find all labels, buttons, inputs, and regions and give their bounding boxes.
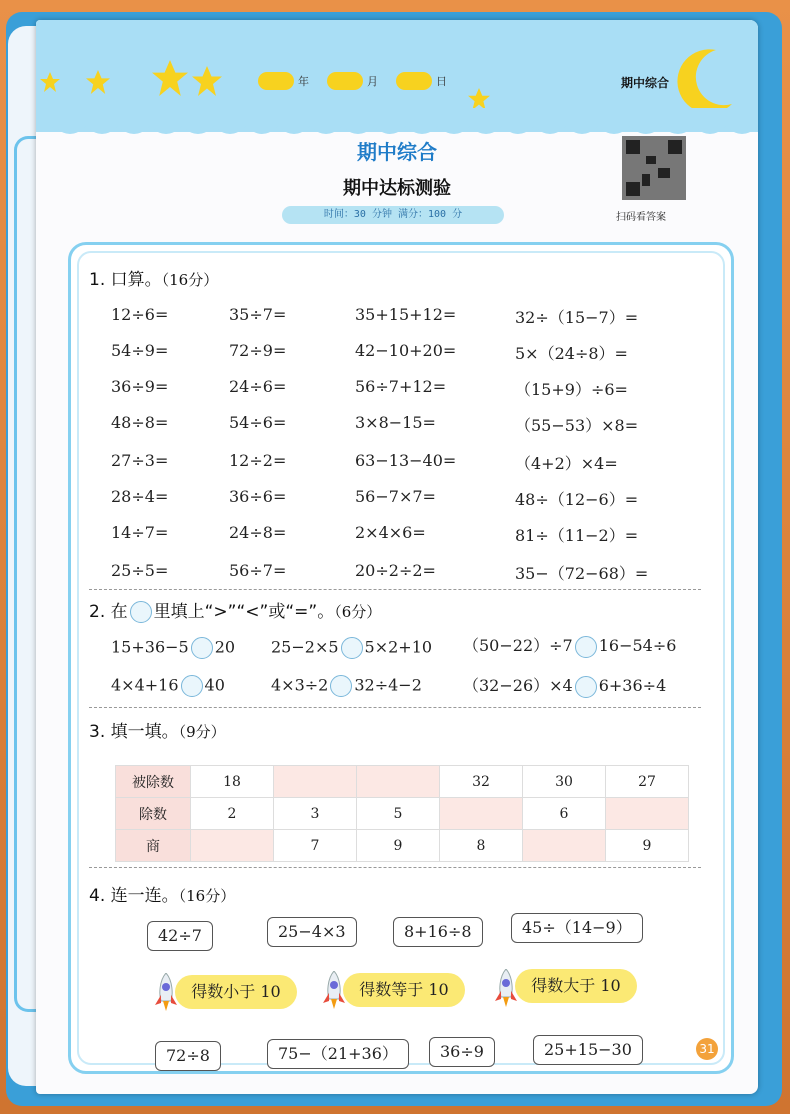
table-cell[interactable] (191, 830, 274, 862)
match-bottom-4[interactable]: 25+15−30 (533, 1035, 643, 1065)
target-equal-10[interactable]: 得数等于 10 (343, 973, 465, 1007)
oral-calc-item[interactable]: 3×8−15= (355, 413, 436, 432)
division-table (115, 765, 689, 862)
oral-calc-item[interactable]: 20÷2÷2= (355, 561, 436, 580)
compare-item (271, 637, 432, 659)
star-icon (86, 70, 110, 94)
oral-calc-item[interactable]: （15+9）÷6= (515, 380, 628, 399)
target-greater-than-10[interactable]: 得数大于 10 (515, 969, 637, 1003)
oral-calc-item[interactable]: 35+15+12= (355, 305, 457, 324)
compare-item (111, 637, 235, 659)
oral-calc-item[interactable]: 12÷6= (111, 305, 169, 324)
oral-calc-item[interactable]: 54÷9= (111, 341, 169, 360)
compare-right: 40 (204, 675, 225, 695)
star-icon (152, 60, 188, 96)
oral-calc-item[interactable]: 14÷7= (111, 523, 169, 542)
oral-calc-item[interactable]: 5×（24÷8）= (515, 344, 628, 363)
star-icon (40, 72, 60, 92)
oral-calc-item[interactable]: 35÷7= (229, 305, 287, 324)
answer-circle[interactable] (341, 637, 363, 659)
table-cell[interactable] (274, 766, 357, 798)
divider (89, 867, 701, 868)
exercise-panel (68, 242, 734, 1074)
oral-calc-item[interactable]: 63−13−40= (355, 451, 457, 470)
match-top-3[interactable]: 8+16÷8 (393, 917, 483, 947)
blank-circle-icon (130, 601, 152, 623)
divider (89, 707, 701, 708)
oral-calc-item[interactable]: 25÷5= (111, 561, 169, 580)
day-field[interactable] (396, 72, 432, 90)
section3-heading: 3. 填一填。（9分） (89, 722, 226, 742)
oral-calc-item[interactable]: 24÷6= (229, 377, 287, 396)
compare-left: 4×3÷2 (271, 675, 329, 695)
oral-calc-item[interactable]: 72÷9= (229, 341, 287, 360)
match-top-4[interactable]: 45÷（14−9） (511, 913, 643, 943)
table-cell[interactable]: 2 (191, 798, 274, 830)
oral-calc-item[interactable]: 12÷2= (229, 451, 287, 470)
divider (89, 589, 701, 590)
time-info: 时间：30 分钟 满分：100 分 (282, 206, 504, 224)
month-label: 月 (367, 75, 378, 88)
compare-right: 16−54÷6 (598, 636, 677, 655)
oral-calc-item[interactable]: 56÷7= (229, 561, 287, 580)
oral-calc-item[interactable]: 36÷6= (229, 487, 287, 506)
page-title: 期中综合 (357, 140, 437, 164)
date-fields (258, 70, 447, 92)
qr-code[interactable] (622, 136, 686, 200)
table-cell[interactable]: 3 (274, 798, 357, 830)
compare-right: 6+36÷4 (598, 676, 667, 695)
table-cell[interactable] (357, 766, 440, 798)
oral-calc-item[interactable]: 48÷（12−6）= (515, 490, 639, 509)
header-corner-title: 期中综合 (621, 76, 670, 90)
oral-calc-item[interactable]: 81÷（11−2）= (515, 526, 639, 545)
table-cell[interactable]: 5 (357, 798, 440, 830)
table-cell[interactable]: 7 (274, 830, 357, 862)
oral-calc-item[interactable]: （55−53）×8= (515, 416, 639, 435)
oral-calc-item[interactable]: （4+2）×4= (515, 454, 618, 473)
compare-item (271, 675, 422, 697)
day-label: 日 (436, 75, 447, 88)
month-field[interactable] (327, 72, 363, 90)
compare-item (463, 673, 666, 698)
answer-circle[interactable] (330, 675, 352, 697)
table-cell[interactable] (440, 798, 523, 830)
answer-circle[interactable] (191, 637, 213, 659)
star-icon (192, 66, 222, 96)
oral-calc-item[interactable]: 32÷（15−7）= (515, 308, 639, 327)
year-field[interactable] (258, 72, 294, 90)
star-icon (468, 88, 490, 110)
table-cell[interactable]: 32 (440, 766, 523, 798)
target-less-than-10[interactable]: 得数小于 10 (175, 975, 297, 1009)
table-cell[interactable]: 6 (523, 798, 606, 830)
match-bottom-1[interactable]: 72÷8 (155, 1041, 221, 1071)
table-cell[interactable] (523, 830, 606, 862)
oral-calc-item[interactable]: 2×4×6= (355, 523, 426, 542)
table-cell[interactable] (606, 798, 689, 830)
answer-circle[interactable] (575, 636, 597, 658)
oral-calc-item[interactable]: 36÷9= (111, 377, 169, 396)
compare-left: 15+36−5 (111, 637, 189, 657)
oral-calc-item[interactable]: 56÷7+12= (355, 377, 447, 396)
table-cell[interactable]: 9 (357, 830, 440, 862)
table-cell[interactable]: 8 (440, 830, 523, 862)
moon-icon (676, 46, 736, 116)
compare-right: 32÷4−2 (354, 675, 422, 695)
match-bottom-3[interactable]: 36÷9 (429, 1037, 495, 1067)
row-header-quotient: 商 (116, 830, 191, 862)
oral-calc-item[interactable]: 56−7×7= (355, 487, 436, 506)
answer-circle[interactable] (575, 676, 597, 698)
match-top-1[interactable]: 42÷7 (147, 921, 213, 951)
oral-calc-item[interactable]: 54÷6= (229, 413, 287, 432)
year-label: 年 (298, 75, 309, 88)
row-header-dividend: 被除数 (116, 766, 191, 798)
compare-left: 25−2×5 (271, 637, 339, 657)
oral-calc-item[interactable]: 48÷8= (111, 413, 169, 432)
section4-heading: 4. 连一连。（16分） (89, 886, 236, 906)
table-cell[interactable]: 27 (606, 766, 689, 798)
worksheet-page (36, 20, 758, 1094)
compare-right: 20 (214, 637, 236, 657)
oral-calc-item[interactable]: 28÷4= (111, 487, 169, 506)
compare-right: 5×2+10 (364, 637, 433, 657)
compare-left: （50−22）÷7 (463, 636, 573, 655)
answer-circle[interactable] (181, 675, 203, 697)
row-header-divisor: 除数 (116, 798, 191, 830)
match-top-2[interactable]: 25−4×3 (267, 917, 357, 947)
oral-calc-item[interactable]: 27÷3= (111, 451, 169, 470)
compare-item (463, 633, 676, 658)
match-bottom-2[interactable]: 75−（21+36） (267, 1039, 409, 1069)
qr-label: 扫码看答案 (616, 212, 666, 223)
compare-left: 4×4+16 (111, 675, 179, 695)
page-subtitle: 期中达标测验 (343, 178, 451, 199)
compare-left: （32−26）×4 (463, 676, 573, 695)
oral-calc-item[interactable]: 35−（72−68）= (515, 564, 649, 583)
oral-calc-item[interactable]: 42−10+20= (355, 341, 457, 360)
table-cell[interactable]: 9 (606, 830, 689, 862)
section1-heading: 1. 口算。（16分） (89, 270, 219, 290)
section2-heading: 2. 在 里填上“>”“<”或“=”。（6分） (89, 602, 382, 622)
table-cell[interactable]: 30 (523, 766, 606, 798)
compare-item (111, 675, 225, 697)
oral-calc-item[interactable]: 24÷8= (229, 523, 287, 542)
table-cell[interactable]: 18 (191, 766, 274, 798)
page-number: 31 (696, 1038, 718, 1060)
